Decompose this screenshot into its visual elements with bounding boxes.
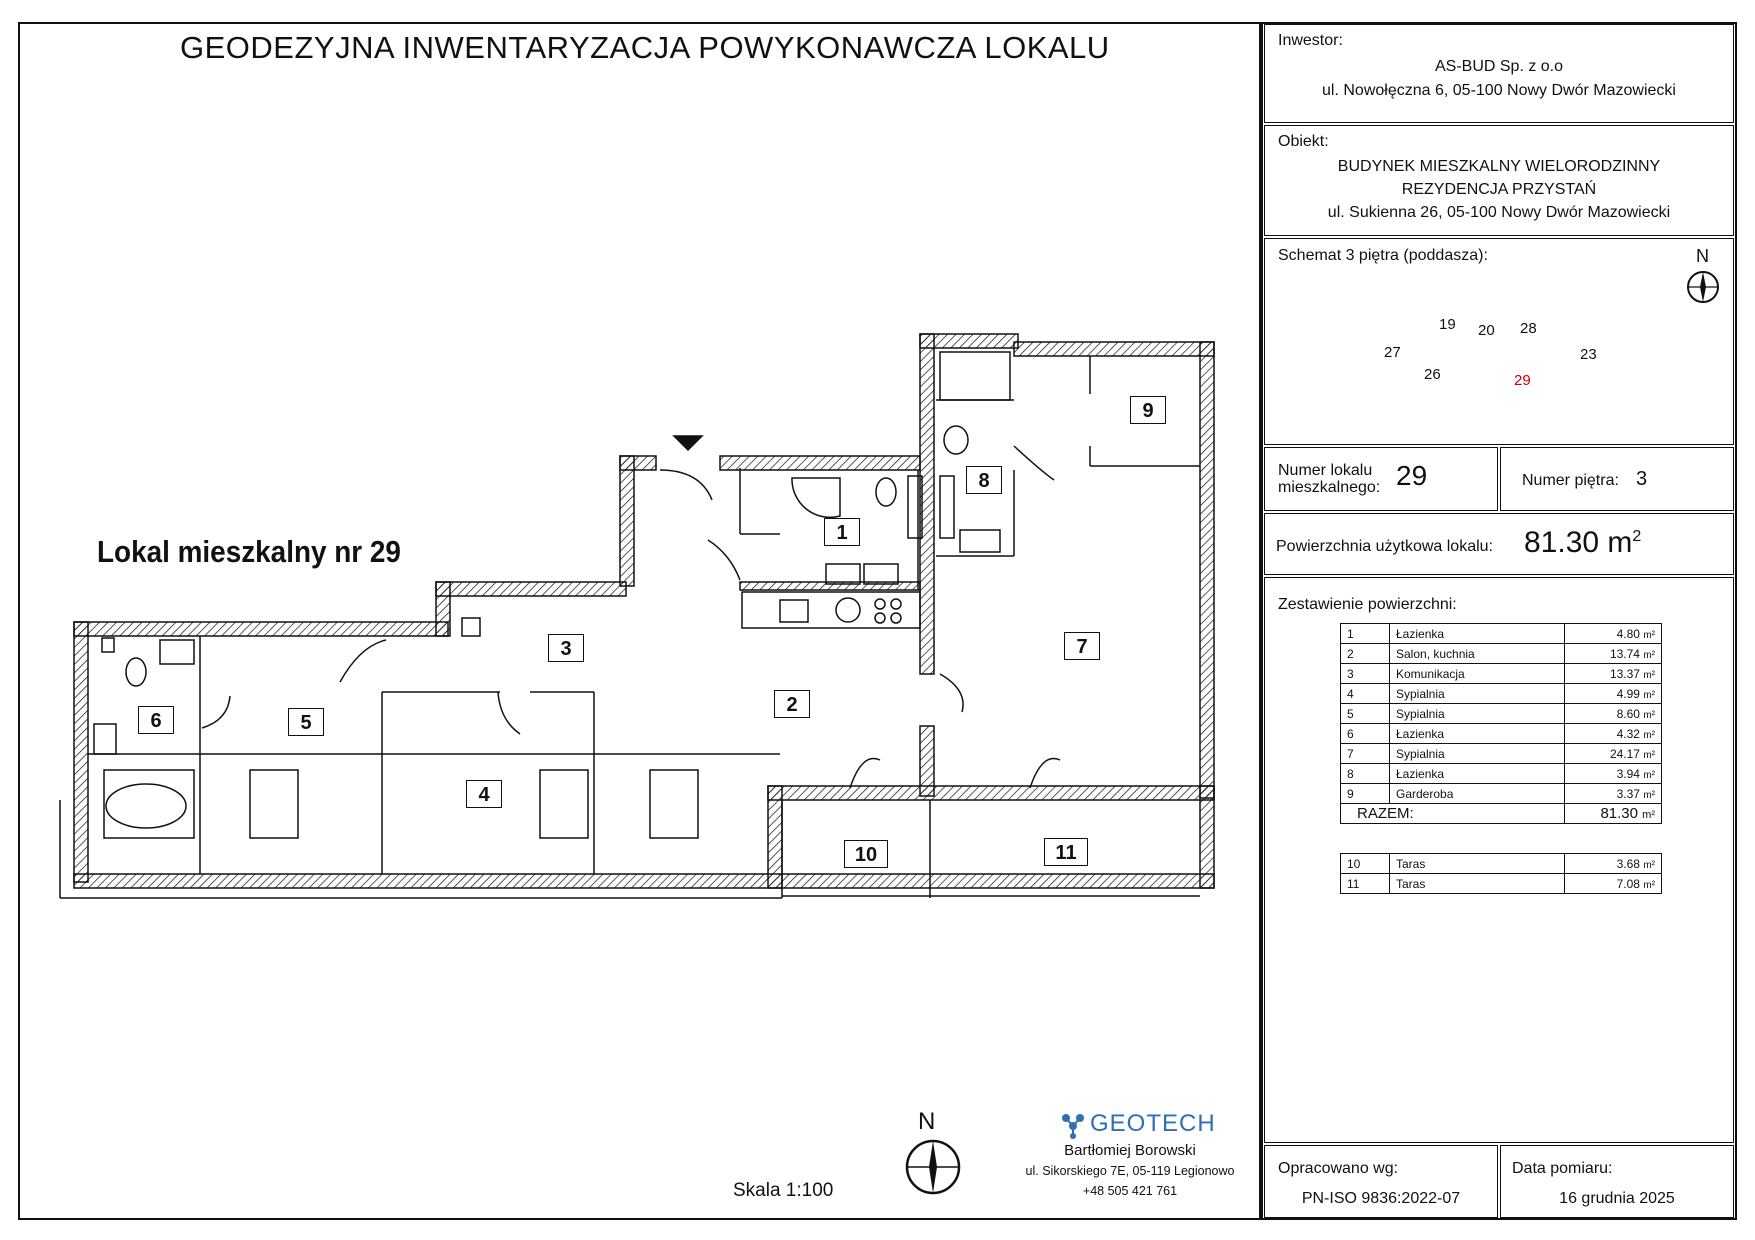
prepared-value: PN-ISO 9836:2022-07 xyxy=(1301,1190,1461,1207)
wall xyxy=(436,582,626,596)
schema-unit-29: 29 xyxy=(1514,372,1531,389)
company-person: Bartłomiej Borowski xyxy=(1064,1142,1196,1159)
wall xyxy=(436,582,450,636)
schema-unit-27: 27 xyxy=(1384,344,1401,361)
summary-label: Zestawienie powierzchni: xyxy=(1278,596,1457,613)
wall xyxy=(920,726,934,796)
lokal-label: Lokal mieszkalny nr 29 xyxy=(97,534,401,569)
row-no: 4 xyxy=(1341,684,1390,704)
plan-room-5: 5 xyxy=(288,708,324,736)
row-area: 8.60 m² xyxy=(1565,704,1662,724)
schema-unit-20: 20 xyxy=(1478,322,1495,339)
schema-label: Schemat 3 piętra (poddasza): xyxy=(1278,247,1488,264)
row-no: 6 xyxy=(1341,724,1390,744)
row-area: 24.17 m² xyxy=(1565,744,1662,764)
object-label: Obiekt: xyxy=(1278,133,1329,150)
row-name: Garderoba xyxy=(1390,784,1565,804)
row-no: 3 xyxy=(1341,664,1390,684)
usable-area-label: Powierzchnia użytkowa lokalu: xyxy=(1276,538,1493,555)
wall xyxy=(920,334,1018,348)
scale-label: Skala 1:100 xyxy=(733,1180,834,1201)
summary-row xyxy=(1341,624,1662,644)
row-no: 1 xyxy=(1341,624,1390,644)
wall xyxy=(74,874,1214,888)
summary-total-label: RAZEM: xyxy=(1341,804,1565,824)
summary-total-value: 81.30 m² xyxy=(1565,804,1662,824)
unit-number-value: 29 xyxy=(1396,460,1428,491)
summary-row xyxy=(1341,664,1662,684)
summary-row xyxy=(1341,644,1662,664)
north-label: N xyxy=(918,1108,936,1135)
summary-row xyxy=(1341,724,1662,744)
measured-label: Data pomiaru: xyxy=(1512,1160,1613,1177)
object-line2: REZYDENCJA PRZYSTAŃ xyxy=(1401,181,1597,198)
row-name: Salon, kuchnia xyxy=(1390,644,1565,664)
plan-room-4: 4 xyxy=(466,780,502,808)
terraces-table xyxy=(1340,853,1662,894)
plan-room-10: 10 xyxy=(844,840,888,868)
schema-unit-26: 26 xyxy=(1424,366,1441,383)
row-no: 5 xyxy=(1341,704,1390,724)
row-name: Łazienka xyxy=(1390,724,1565,744)
row-no: 10 xyxy=(1341,854,1390,874)
row-name: Komunikacja xyxy=(1390,664,1565,684)
schema-box xyxy=(1264,238,1734,445)
summary-row xyxy=(1341,874,1662,894)
object-line1: BUDYNEK MIESZKALNY WIELORODZINNY xyxy=(1337,158,1661,175)
summary-row xyxy=(1341,744,1662,764)
schema-unit-23: 23 xyxy=(1580,346,1597,363)
usable-area-sup: 2 xyxy=(1632,528,1642,545)
plan-room-7: 7 xyxy=(1064,632,1100,660)
summary-row xyxy=(1341,684,1662,704)
floor-number-value: 3 xyxy=(1636,468,1648,490)
wall xyxy=(1014,342,1214,356)
geotech-logo-icon xyxy=(1058,1110,1088,1140)
wall xyxy=(720,456,920,470)
row-area: 7.08 m² xyxy=(1565,874,1662,894)
plan-room-2: 2 xyxy=(774,690,810,718)
page-title: GEODEZYJNA INWENTARYZACJA POWYKONAWCZA LOKALU xyxy=(180,30,1110,65)
row-no: 11 xyxy=(1341,874,1390,894)
object-line3: ul. Sukienna 26, 05-100 Nowy Dwór Mazowiecki xyxy=(1327,204,1671,221)
wall xyxy=(74,622,88,882)
row-area: 3.94 m² xyxy=(1565,764,1662,784)
schema-north-label: N xyxy=(1696,246,1709,266)
investor-address: ul. Nowołęczna 6, 05-100 Nowy Dwór Mazowiecki xyxy=(1322,82,1676,99)
plan-room-6: 6 xyxy=(138,706,174,734)
plan-room-3: 3 xyxy=(548,634,584,662)
row-no: 2 xyxy=(1341,644,1390,664)
summary-total-row xyxy=(1341,804,1662,824)
row-name: Taras xyxy=(1390,854,1565,874)
wall xyxy=(1200,786,1214,888)
row-area: 13.37 m² xyxy=(1565,664,1662,684)
company-logo-text: GEOTECH xyxy=(1090,1110,1216,1137)
row-area: 4.99 m² xyxy=(1565,684,1662,704)
summary-row xyxy=(1341,764,1662,784)
row-no: 9 xyxy=(1341,784,1390,804)
row-no: 8 xyxy=(1341,764,1390,784)
plan-room-8: 8 xyxy=(966,466,1002,494)
schema-unit-19: 19 xyxy=(1439,316,1456,333)
row-area: 4.80 m² xyxy=(1565,624,1662,644)
wall xyxy=(768,786,782,888)
wall xyxy=(740,582,920,590)
schema-unit-28: 28 xyxy=(1520,320,1537,337)
summary-row xyxy=(1341,854,1662,874)
summary-row xyxy=(1341,704,1662,724)
unit-number-label-2: mieszkalnego: xyxy=(1278,479,1381,496)
wall xyxy=(620,456,634,586)
plan-room-1: 1 xyxy=(824,518,860,546)
summary-row xyxy=(1341,784,1662,804)
wall xyxy=(620,456,656,470)
investor-name: AS-BUD Sp. z o.o xyxy=(1434,58,1564,75)
usable-area-value xyxy=(1524,526,1641,560)
wall xyxy=(74,622,448,636)
floor-number-label: Numer piętra: xyxy=(1522,472,1619,489)
row-name: Sypialnia xyxy=(1390,684,1565,704)
row-name: Łazienka xyxy=(1390,764,1565,784)
row-area: 3.68 m² xyxy=(1565,854,1662,874)
row-name: Sypialnia xyxy=(1390,704,1565,724)
usable-area-unit: m xyxy=(1607,526,1633,559)
row-area: 3.37 m² xyxy=(1565,784,1662,804)
row-no: 7 xyxy=(1341,744,1390,764)
row-name: Taras xyxy=(1390,874,1565,894)
plan-room-11: 11 xyxy=(1044,838,1088,866)
usable-area-number: 81.30 xyxy=(1524,526,1600,559)
north-arrow-icon xyxy=(904,1138,962,1196)
row-area: 4.32 m² xyxy=(1565,724,1662,744)
company-address: ul. Sikorskiego 7E, 05-119 Legionowo xyxy=(1025,1164,1235,1178)
schema-north-icon xyxy=(1686,270,1720,304)
unit-number-label-1: Numer lokalu xyxy=(1278,462,1373,479)
wall xyxy=(1200,342,1214,798)
summary-table xyxy=(1340,623,1662,824)
row-name: Sypialnia xyxy=(1390,744,1565,764)
company-phone: +48 505 421 761 xyxy=(1082,1184,1178,1198)
wall xyxy=(768,786,1214,800)
plan-room-9: 9 xyxy=(1130,396,1166,424)
row-name: Łazienka xyxy=(1390,624,1565,644)
prepared-label: Opracowano wg: xyxy=(1278,1160,1399,1177)
measured-value: 16 grudnia 2025 xyxy=(1559,1190,1675,1207)
row-area: 13.74 m² xyxy=(1565,644,1662,664)
investor-label: Inwestor: xyxy=(1278,32,1343,49)
